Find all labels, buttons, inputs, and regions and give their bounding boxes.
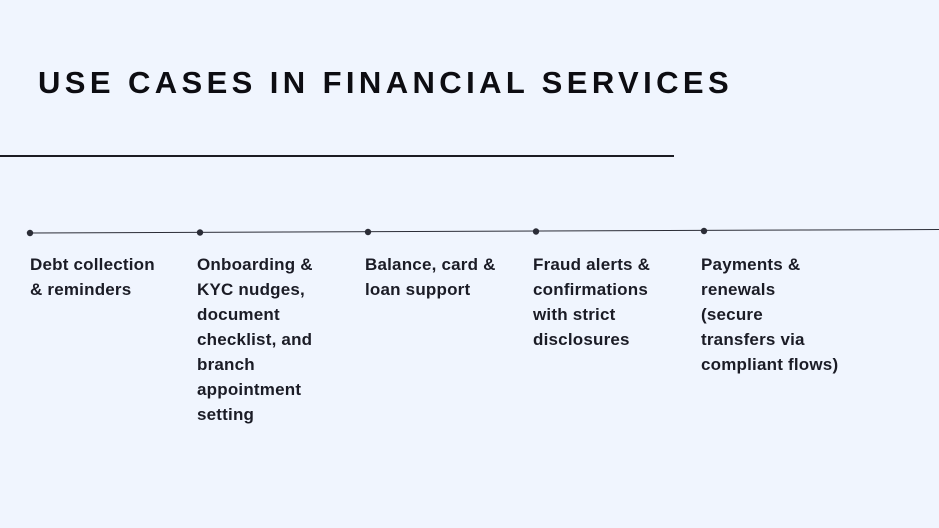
timeline-step-2-text: Onboarding & KYC nudges, document checklist, and branch appointment setting [197,255,313,424]
timeline-node-5 [701,228,707,234]
timeline-node-3 [365,229,371,235]
timeline-line [30,230,939,234]
timeline-step-5-text: Payments & renewals (secure transfers via compliant flows) [701,255,839,374]
timeline-step-3-text: Balance, card & loan support [365,255,496,299]
slide-title: USE CASES IN FINANCIAL SERVICES [38,65,734,100]
timeline-step-1-text: Debt collection & reminders [30,255,155,299]
timeline-node-1 [27,230,33,236]
timeline-node-4 [533,228,539,234]
timeline-node-2 [197,229,203,235]
timeline-step-4-text: Fraud alerts & confirmations with strict disclosures [533,255,651,349]
